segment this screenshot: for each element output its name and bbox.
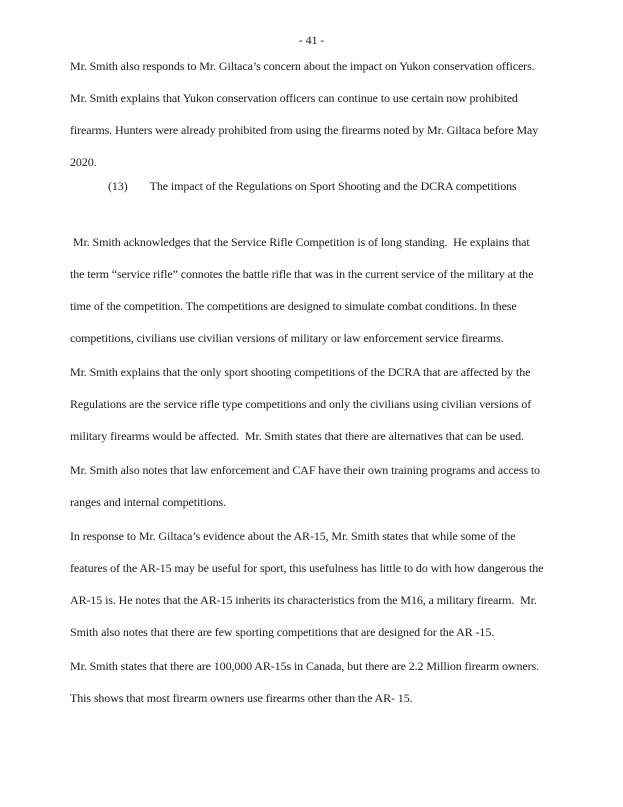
text-line: time of the competition. The competitions are designed to simulate combat conditions. In these: [70, 299, 517, 313]
text-line: AR-15 is. He notes that the AR-15 inherits its characteristics from the M16, a military firearm. Mr.: [70, 593, 537, 607]
text-line: In response to Mr. Giltaca’s evidence about the AR-15, Mr. Smith states that while some of the: [70, 529, 516, 543]
page-number: - 41 -: [298, 33, 325, 47]
text-line: the term “service rifle” connotes the battle rifle that was in the current service of the military at the: [70, 267, 534, 281]
text-line: Regulations are the service rifle type competitions and only the civilians using civilian versions of: [70, 397, 532, 411]
paragraph: [70, 520, 562, 648]
text-line: Mr. Smith also notes that law enforcement and CAF have their own training programs and access to: [70, 463, 540, 477]
text-line: This shows that most firearm owners use firearms other than the AR- 15.: [70, 691, 413, 705]
paragraph: [70, 454, 562, 518]
text-line: military firearms would be affected. Mr. Smith states that there are alternatives that can be used.: [70, 429, 524, 443]
paragraph: [70, 50, 562, 178]
text-line: 2020.: [70, 155, 97, 169]
text-line: competitions, civilians use civilian versions of military or law enforcement service firearms.: [70, 331, 504, 345]
section-heading: [70, 170, 562, 202]
text-line: features of the AR-15 may be useful for sport, this usefulness has little to do with how dangerous the: [70, 561, 544, 575]
paragraph: [70, 650, 562, 714]
paragraph: [70, 356, 562, 452]
text-line: Mr. Smith acknowledges that the Service Rifle Competition is of long standing. He explains that: [70, 235, 530, 249]
text-line: Smith also notes that there are few sporting competitions that are designed for the AR -15.: [70, 625, 495, 639]
heading-text: The impact of the Regulations on Sport Shooting and the DCRA competitions: [149, 179, 517, 193]
paragraph: [70, 226, 562, 354]
text-line: ranges and internal competitions.: [70, 495, 226, 509]
heading-number: (13): [108, 179, 128, 193]
text-line: firearms. Hunters were already prohibited from using the firearms noted by Mr. Giltaca before May: [70, 123, 539, 137]
document-body: [70, 50, 562, 714]
text-line: Mr. Smith states that there are 100,000 AR-15s in Canada, but there are 2.2 Million firearm owners.: [70, 659, 539, 673]
text-line: Mr. Smith also responds to Mr. Giltaca’s concern about the impact on Yukon conservation officers.: [70, 59, 535, 73]
text-line: Mr. Smith explains that Yukon conservation officers can continue to use certain now prohibited: [70, 91, 518, 105]
text-line: Mr. Smith explains that the only sport shooting competitions of the DCRA that are affected by the: [70, 365, 531, 379]
